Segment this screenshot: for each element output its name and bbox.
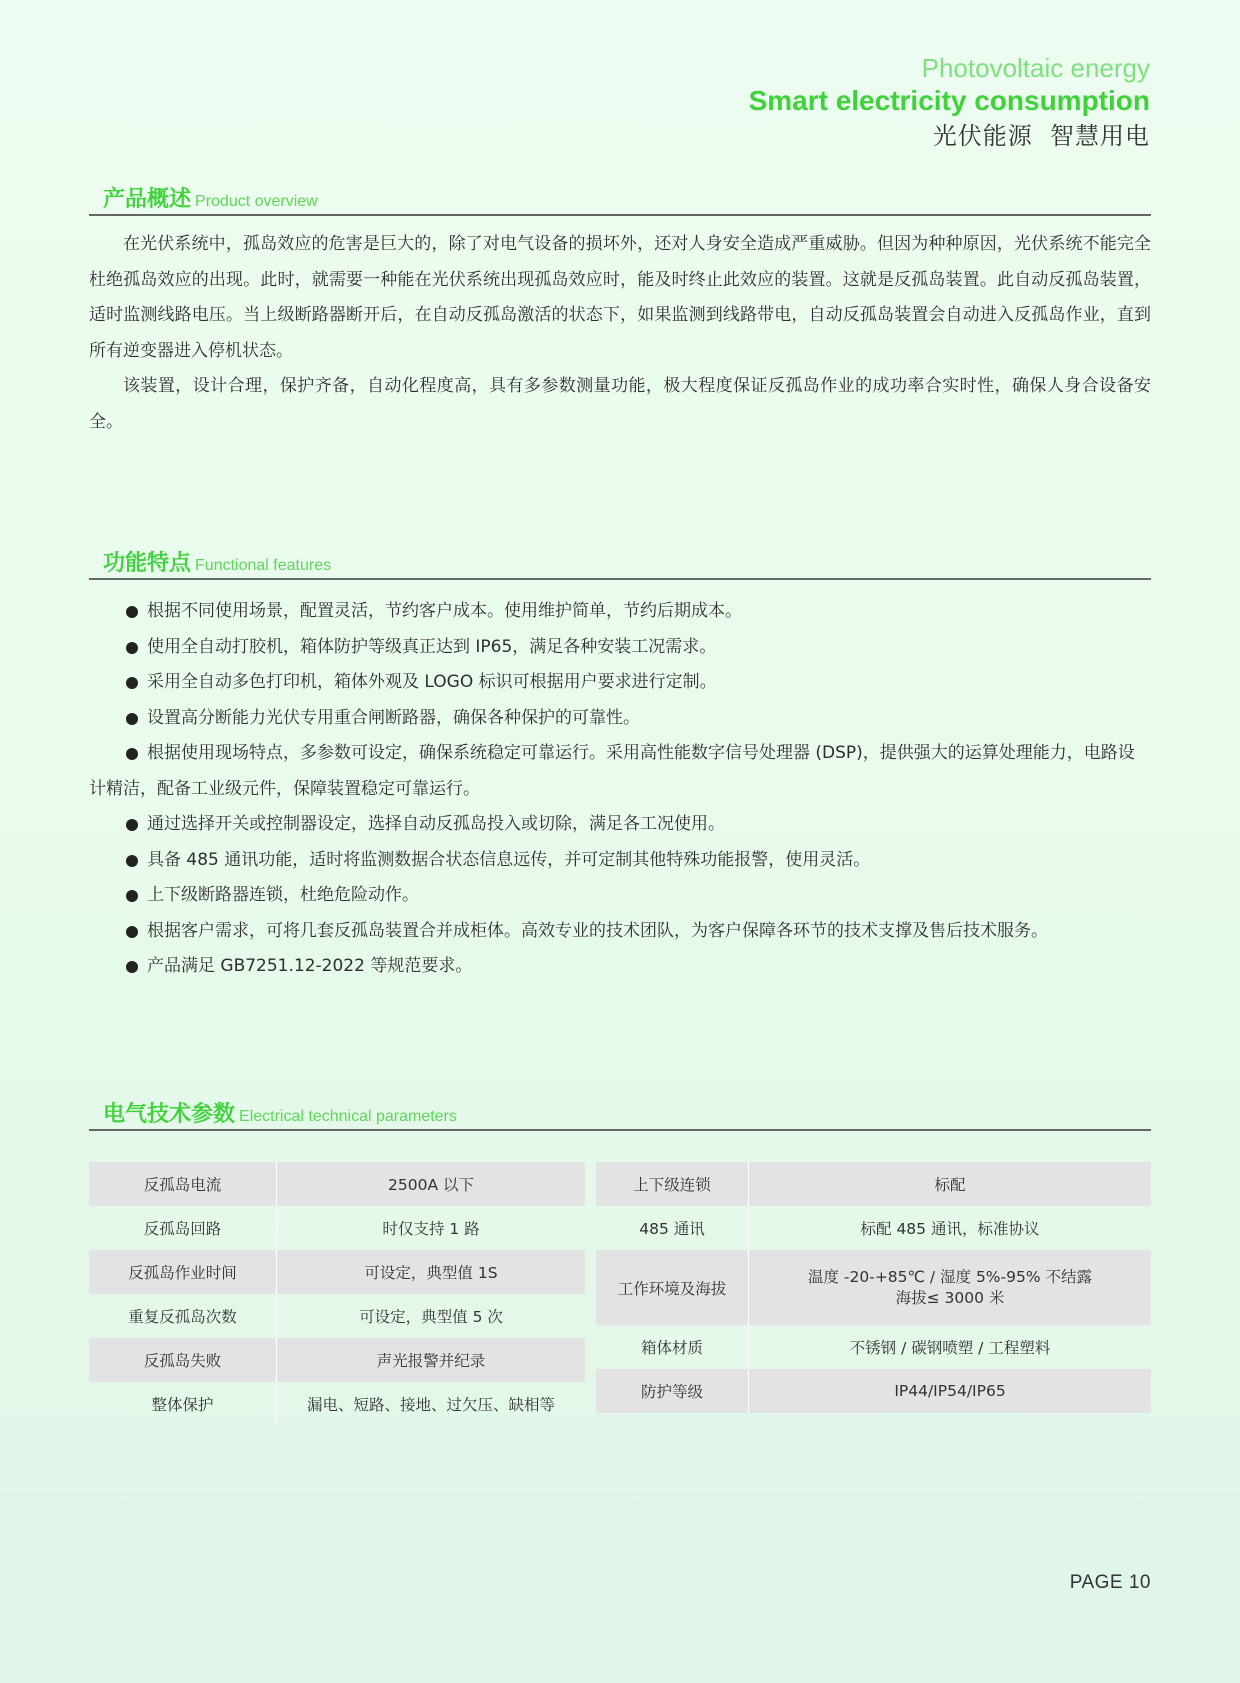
feature-item: 设置高分断能力光伏专用重合闸断路器，确保各种保护的可靠性。 xyxy=(89,701,1151,737)
feature-item: 使用全自动打胶机，箱体防护等级真正达到 IP65，满足各种安装工况需求。 xyxy=(89,630,1151,666)
param-key: 工作环境及海拔 xyxy=(596,1250,749,1325)
table-row xyxy=(89,1294,585,1338)
feature-item: 具备 485 通讯功能，适时将监测数据合状态信息远传，并可定制其他特殊功能报警，使用灵活。 xyxy=(89,843,1151,879)
param-key: 重复反孤岛次数 xyxy=(89,1294,277,1338)
bullet-icon xyxy=(126,713,138,725)
params-table-left xyxy=(89,1162,585,1426)
param-value: 声光报警并纪录 xyxy=(277,1338,586,1382)
overview-paragraph: 在光伏系统中，孤岛效应的危害是巨大的，除了对电气设备的损坏外，还对人身安全造成严重威胁。但因为种种原因，光伏系统不能完全杜绝孤岛效应的出现。此时，就需要一种能在光伏系统出现孤岛效应时，能及时终止此效应的装置。这就是反孤岛装置。此自动反孤岛装置，适时监测线路电压。当上级断路器断开后，在自动反孤岛激活的状态下，如果监测到线路带电，自动反孤岛装置会自动进入反孤岛作业，直到所有逆变器进入停机状态。 xyxy=(89,234,1151,361)
param-value: 不锈钢 / 碳钢喷塑 / 工程塑料 xyxy=(849,1339,1051,1357)
table-row xyxy=(89,1162,585,1206)
feature-item: 根据客户需求，可将几套反孤岛装置合并成柜体。高效专业的技术团队，为客户保障各环节的技术支撑及售后技术服务。 xyxy=(89,914,1151,950)
feature-item: 根据使用现场特点，多参数可设定，确保系统稳定可靠运行。采用高性能数字信号处理器 (DSP)，提供强大的运算处理能力，电路设计精洁，配备工业级元件，保障装置稳定可靠运行。 xyxy=(89,743,1135,799)
param-key: 整体保护 xyxy=(89,1382,277,1426)
features-list xyxy=(89,594,1151,985)
param-value xyxy=(749,1250,1152,1325)
param-value-line: 海拔≤ 3000 米 xyxy=(895,1288,1005,1307)
table-row xyxy=(596,1162,1151,1206)
bullet-icon xyxy=(126,677,138,689)
param-key: 防护等级 xyxy=(596,1369,749,1413)
overview-section xyxy=(89,182,1151,440)
header-en-line1: Photovoltaic energy xyxy=(921,53,1150,83)
param-value: IP44/IP54/IP65 xyxy=(749,1369,1152,1413)
overview-title-en: Product overview xyxy=(195,193,318,210)
param-value: 标配 485 通讯，标准协议 xyxy=(860,1220,1040,1238)
feature-item: 产品满足 GB7251.12-2022 等规范要求。 xyxy=(89,949,1151,985)
features-title-cn: 功能特点 xyxy=(103,551,192,576)
table-row xyxy=(596,1369,1151,1413)
table-row xyxy=(89,1206,585,1250)
table-row xyxy=(596,1206,1151,1250)
param-value: 漏电、短路、接地、过欠压、缺相等 xyxy=(306,1396,555,1414)
table-row xyxy=(596,1325,1151,1369)
bullet-icon xyxy=(126,819,138,831)
param-value: 可设定，典型值 5 次 xyxy=(359,1308,503,1326)
params-table-right xyxy=(596,1162,1151,1413)
param-value: 时仅支持 1 路 xyxy=(382,1220,480,1238)
feature-item: 通过选择开关或控制器设定，选择自动反孤岛投入或切除，满足各工况使用。 xyxy=(89,807,1151,843)
overview-body xyxy=(89,227,1151,440)
param-value-line: 温度 -20-+85℃ / 湿度 5%-95% 不结露 xyxy=(807,1267,1093,1286)
features-heading xyxy=(89,546,1151,580)
overview-paragraph: 该装置，设计合理，保护齐备，自动化程度高，具有多参数测量功能，极大程度保证反孤岛作业的成功率合实时性，确保人身合设备安全。 xyxy=(89,376,1151,432)
table-row xyxy=(596,1250,1151,1325)
bullet-icon xyxy=(126,926,138,938)
param-key: 上下级连锁 xyxy=(596,1162,749,1206)
header-cn-line: 光伏能源 智慧用电 xyxy=(932,122,1150,150)
feature-item: 上下级断路器连锁，杜绝危险动作。 xyxy=(89,878,1151,914)
bullet-icon xyxy=(126,855,138,867)
bullet-icon xyxy=(126,642,138,654)
bullet-icon xyxy=(126,961,138,973)
page-header xyxy=(749,52,1150,154)
param-value: 2500A 以下 xyxy=(277,1162,586,1206)
features-section xyxy=(89,546,1151,985)
params-title-en: Electrical technical parameters xyxy=(239,1108,457,1125)
features-title-en: Functional features xyxy=(195,557,332,574)
param-key: 反孤岛失败 xyxy=(89,1338,277,1382)
table-row xyxy=(89,1338,585,1382)
header-en-line2: Smart electricity consumption xyxy=(748,85,1150,116)
params-title-cn: 电气技术参数 xyxy=(103,1102,236,1127)
param-key: 485 通讯 xyxy=(596,1206,749,1250)
bullet-icon xyxy=(126,606,138,618)
param-value: 标配 xyxy=(749,1162,1152,1206)
params-tables xyxy=(89,1162,1151,1426)
param-key: 箱体材质 xyxy=(596,1325,749,1369)
table-row xyxy=(89,1382,585,1426)
table-row xyxy=(89,1250,585,1294)
params-heading xyxy=(89,1097,1151,1131)
feature-item: 采用全自动多色打印机，箱体外观及 LOGO 标识可根据用户要求进行定制。 xyxy=(89,665,1151,701)
overview-title-cn: 产品概述 xyxy=(103,187,192,212)
param-key: 反孤岛电流 xyxy=(89,1162,277,1206)
param-value: 可设定，典型值 1S xyxy=(277,1250,586,1294)
bullet-icon xyxy=(126,890,138,902)
param-key: 反孤岛回路 xyxy=(89,1206,277,1250)
params-section xyxy=(89,1097,1151,1131)
overview-heading xyxy=(89,182,1151,216)
feature-item: 根据不同使用场景，配置灵活，节约客户成本。使用维护简单，节约后期成本。 xyxy=(89,594,1151,630)
bullet-icon xyxy=(126,748,138,760)
page-number: PAGE 10 xyxy=(1069,1572,1151,1593)
param-key: 反孤岛作业时间 xyxy=(89,1250,277,1294)
